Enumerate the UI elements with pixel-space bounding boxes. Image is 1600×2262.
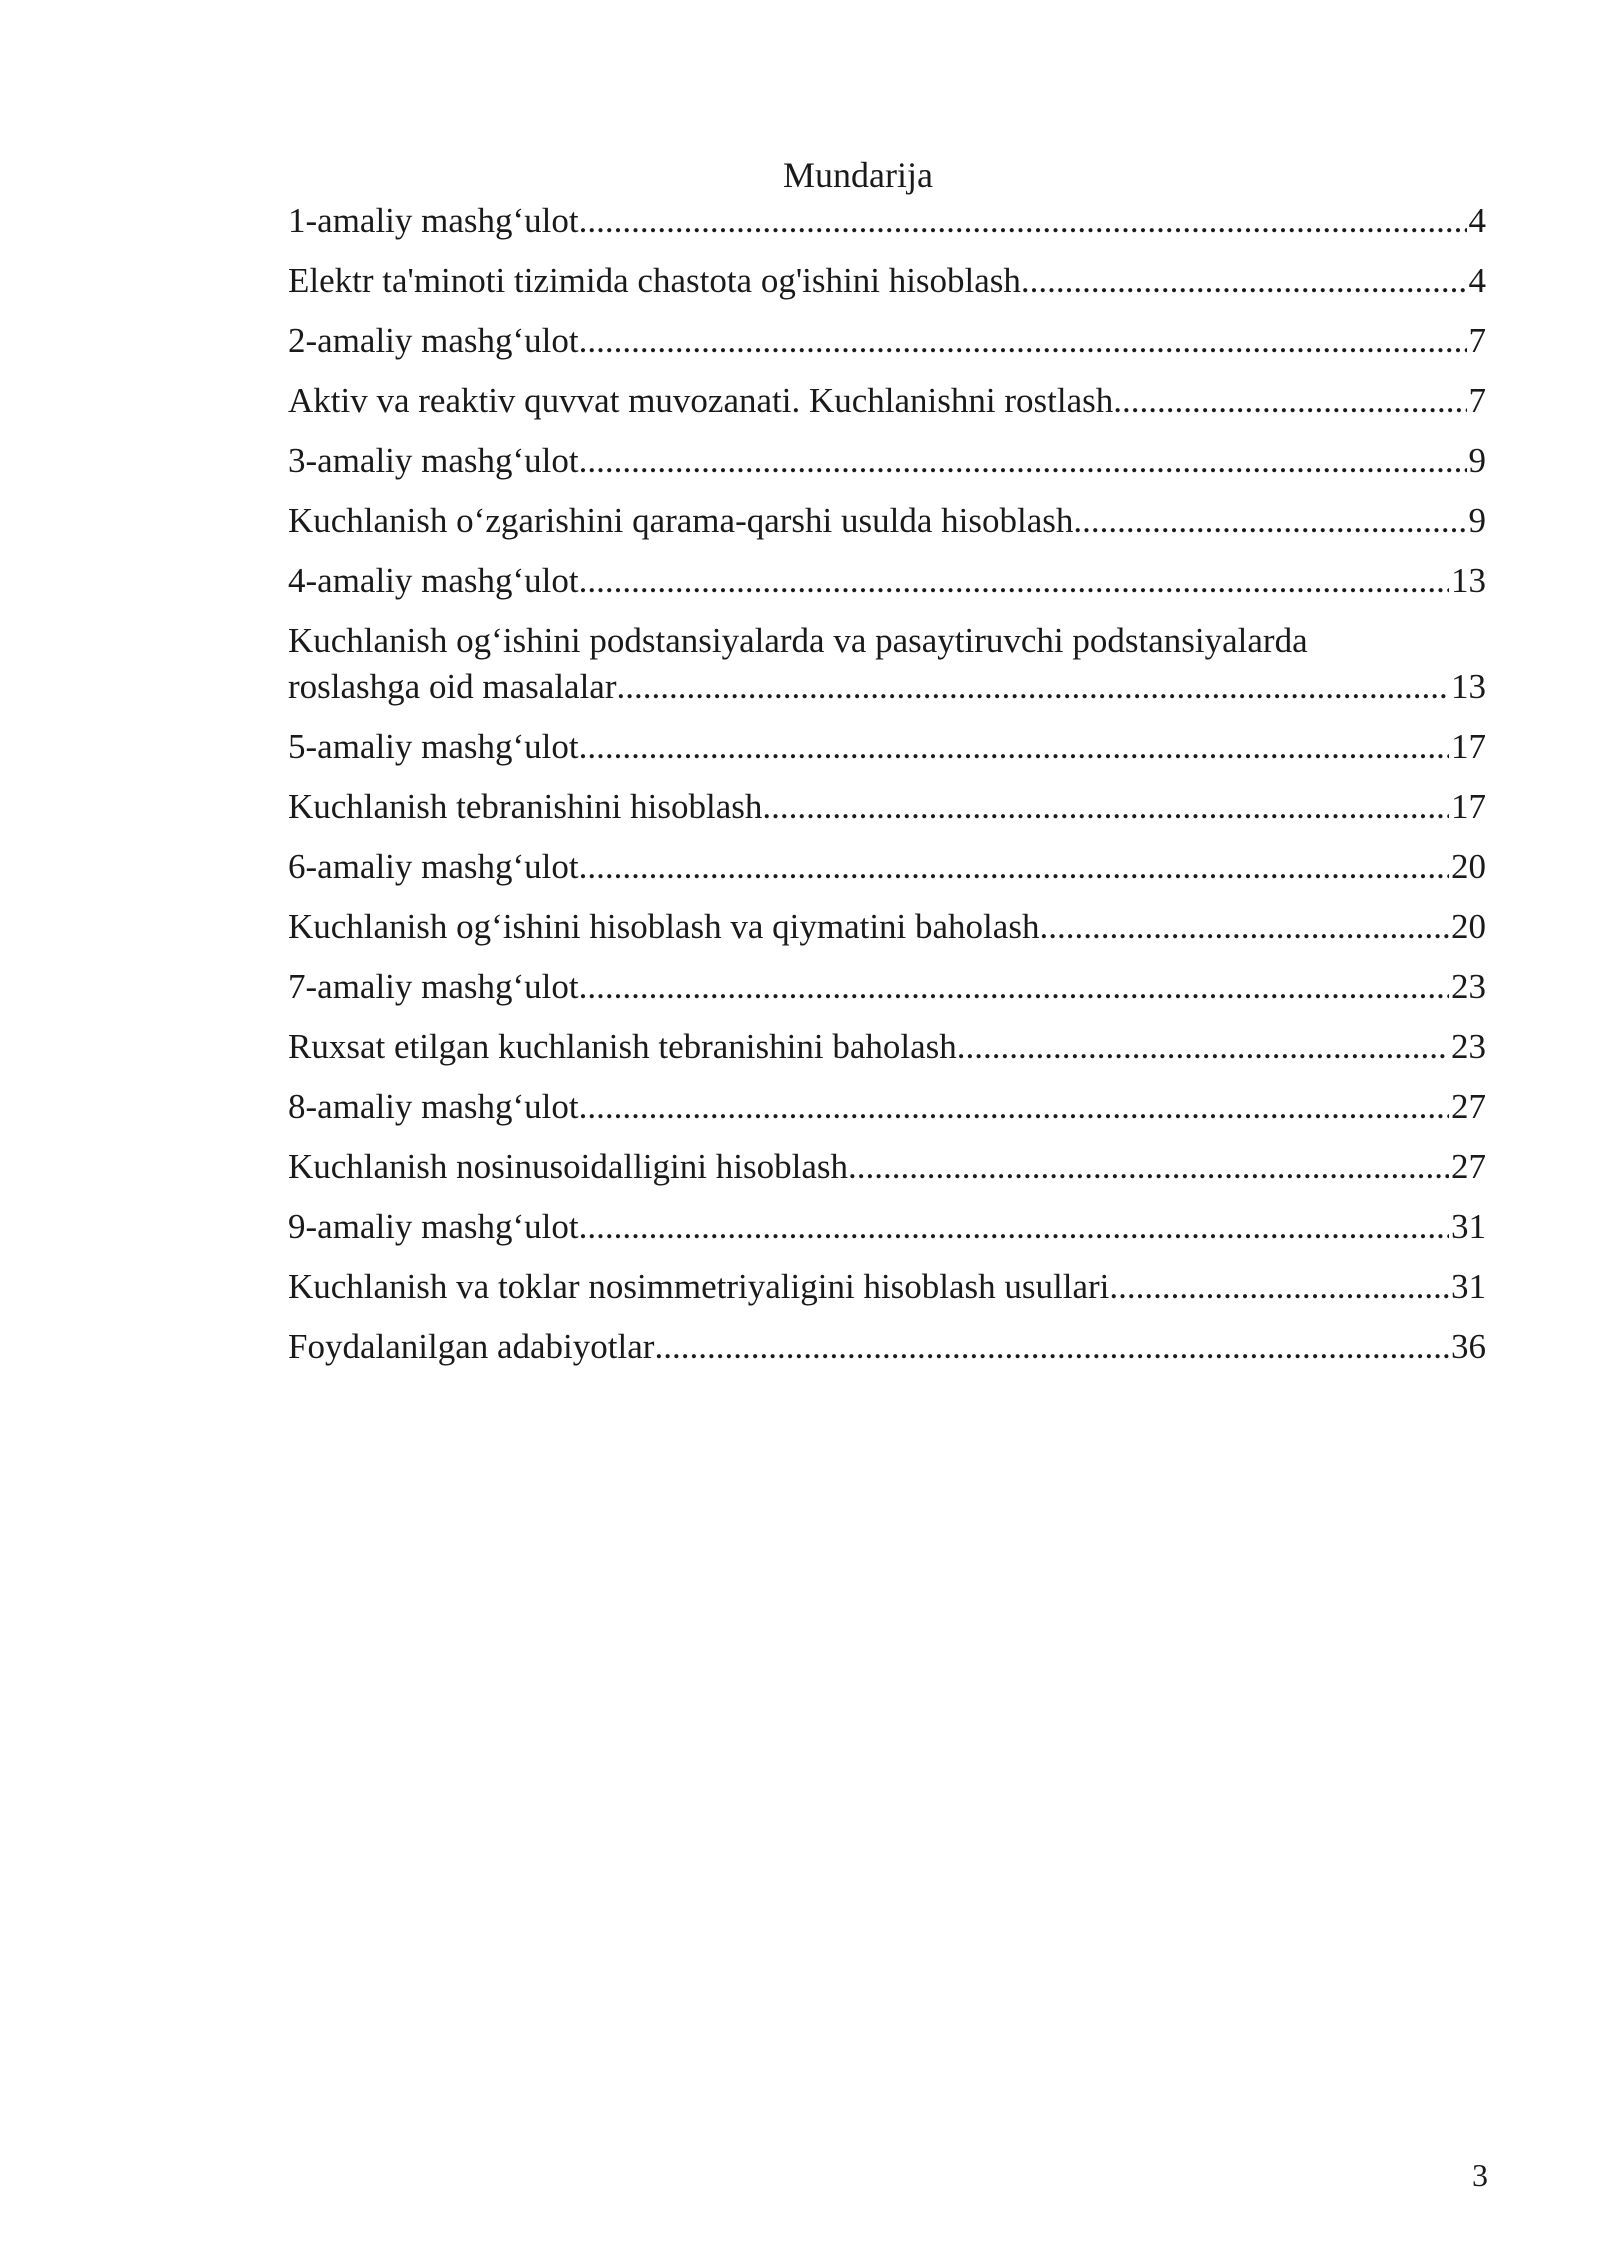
page-number: 3 [1472, 2157, 1488, 2193]
toc-entry-page: 9 [1468, 441, 1486, 480]
toc-entry[interactable] [288, 618, 1486, 710]
toc-entry-page: 13 [1451, 561, 1486, 600]
toc-entry-title: 1-amaliy mashg‘ulot [288, 201, 579, 240]
table-of-contents [288, 198, 1486, 1384]
dot-leader [957, 1024, 1449, 1070]
toc-entry[interactable] [288, 498, 1486, 544]
dot-leader [1109, 1264, 1449, 1310]
dot-leader [1113, 378, 1466, 424]
dot-leader [579, 1084, 1449, 1130]
toc-entry-title: roslashga oid masalalar [288, 667, 617, 706]
toc-entry-title: 5-amaliy mashg‘ulot [288, 727, 579, 766]
toc-entry-page: 27 [1451, 1087, 1486, 1126]
toc-entry-title: 6-amaliy mashg‘ulot [288, 847, 579, 886]
toc-entry[interactable] [288, 198, 1486, 244]
toc-entry-title: Kuchlanish nosinusoidalligini hisoblash [288, 1147, 848, 1186]
toc-entry-title: Ruxsat etilgan kuchlanish tebranishini baholash [288, 1027, 957, 1066]
toc-entry-page: 31 [1451, 1207, 1486, 1246]
toc-entry-page: 13 [1451, 667, 1486, 706]
toc-entry[interactable] [288, 844, 1486, 890]
toc-entry[interactable] [288, 1024, 1486, 1070]
dot-leader [579, 964, 1449, 1010]
toc-entry-page: 20 [1451, 847, 1486, 886]
toc-entry[interactable] [288, 1084, 1486, 1130]
toc-entry-title-line1: Kuchlanish og‘ishini podstansiyalarda va pasaytiruvchi podstansiyalarda [288, 621, 1308, 660]
dot-leader [1073, 498, 1466, 544]
toc-entry[interactable] [288, 258, 1486, 304]
toc-entry-title: Kuchlanish va toklar nosimmetriyaligini hisoblash usullari [288, 1267, 1110, 1306]
toc-entry[interactable] [288, 438, 1486, 484]
toc-entry-page: 27 [1451, 1147, 1486, 1186]
dot-leader [579, 318, 1467, 364]
dot-leader [579, 558, 1449, 604]
dot-leader [579, 1204, 1449, 1250]
toc-entry-page: 7 [1468, 381, 1486, 420]
toc-entry[interactable] [288, 1144, 1486, 1190]
dot-leader [762, 784, 1449, 830]
toc-entry-title: 3-amaliy mashg‘ulot [288, 441, 579, 480]
dot-leader [654, 1324, 1449, 1370]
toc-entry-title: Kuchlanish tebranishini hisoblash [288, 787, 763, 826]
dot-leader [579, 198, 1467, 244]
toc-entry[interactable] [288, 1324, 1486, 1370]
dot-leader [1021, 258, 1467, 304]
toc-entry-page: 9 [1468, 501, 1486, 540]
toc-entry[interactable] [288, 1204, 1486, 1250]
toc-entry-page: 23 [1451, 967, 1486, 1006]
toc-entry-title: Kuchlanish og‘ishini hisoblash va qiymatini baholash [288, 907, 1040, 946]
toc-entry-page: 17 [1451, 727, 1486, 766]
toc-entry-page: 23 [1451, 1027, 1486, 1066]
toc-entry-title: 4-amaliy mashg‘ulot [288, 561, 579, 600]
dot-leader [848, 1144, 1449, 1190]
toc-entry-title: 8-amaliy mashg‘ulot [288, 1087, 579, 1126]
toc-entry-page: 20 [1451, 907, 1486, 946]
toc-entry[interactable] [288, 784, 1486, 830]
toc-entry-title: Foydalanilgan adabiyotlar [288, 1327, 655, 1366]
dot-leader [1039, 904, 1449, 950]
toc-entry[interactable] [288, 1264, 1486, 1310]
toc-entry-title: Aktiv va reaktiv quvvat muvozanati. Kuchlanishni rostlash [288, 381, 1114, 420]
toc-entry-page: 7 [1468, 321, 1486, 360]
dot-leader [579, 844, 1449, 890]
dot-leader [579, 724, 1449, 770]
toc-entry-page: 4 [1468, 261, 1486, 300]
toc-entry-page: 17 [1451, 787, 1486, 826]
toc-entry-title: 2-amaliy mashg‘ulot [288, 321, 579, 360]
toc-entry[interactable] [288, 964, 1486, 1010]
toc-entry-title: Kuchlanish o‘zgarishini qarama-qarshi usulda hisoblash [288, 501, 1074, 540]
toc-entry-title: 9-amaliy mashg‘ulot [288, 1207, 579, 1246]
toc-entry[interactable] [288, 318, 1486, 364]
toc-entry-title: 7-amaliy mashg‘ulot [288, 967, 579, 1006]
toc-entry[interactable] [288, 904, 1486, 950]
toc-title: Mundarija [783, 155, 933, 195]
toc-entry[interactable] [288, 378, 1486, 424]
toc-entry-page: 31 [1451, 1267, 1486, 1306]
dot-leader [579, 438, 1467, 484]
dot-leader [617, 664, 1449, 710]
toc-entry-page: 36 [1451, 1327, 1486, 1366]
toc-entry-page: 4 [1468, 201, 1486, 240]
toc-entry[interactable] [288, 724, 1486, 770]
toc-entry-title: Elektr ta'minoti tizimida chastota og'ishini hisoblash [288, 261, 1021, 300]
toc-entry[interactable] [288, 558, 1486, 604]
